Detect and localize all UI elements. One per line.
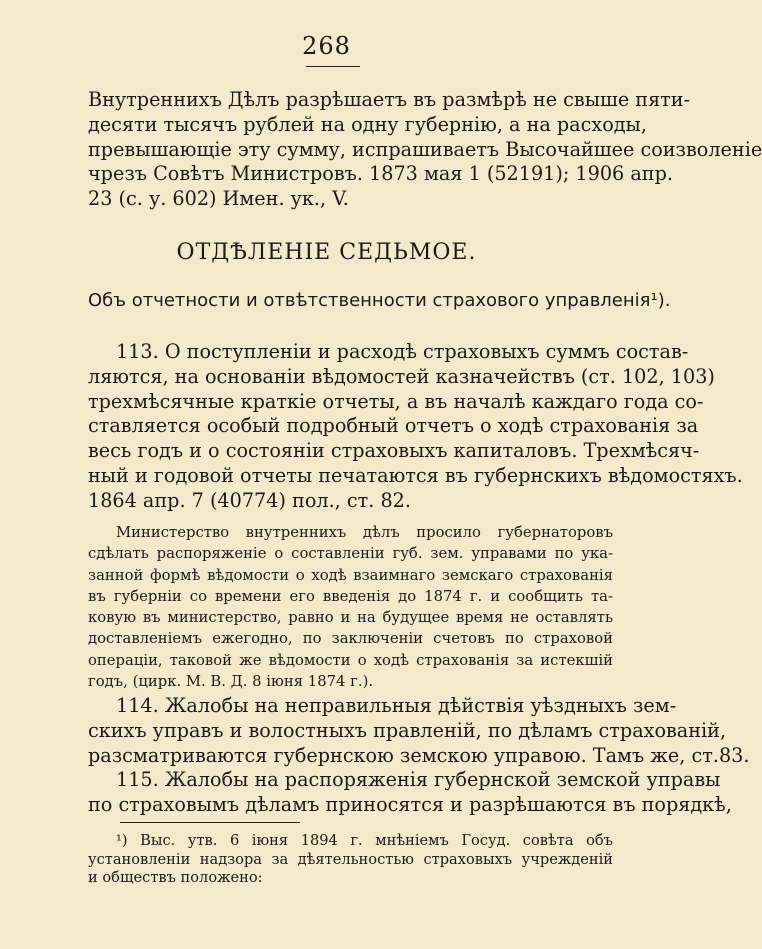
- text-line: трехмѣсячные краткіе отчеты, а въ началѣ каждаго года со-: [88, 389, 704, 413]
- text-line: скихъ управъ и волостныхъ правленій, по дѣламъ страхованій,: [88, 718, 727, 742]
- footnote-divider: [120, 822, 300, 823]
- text-line: Министерство внутреннихъ дѣлъ просило губернаторовъ: [116, 524, 613, 541]
- text-line: въ губерніи со времени его введенія до 1874 г. и сообщить та-: [88, 587, 613, 605]
- page-number: 268: [302, 32, 351, 60]
- section-title: ОТДѢЛЕНІЕ СЕДЬМОЕ.: [176, 240, 477, 265]
- footnote: [88, 832, 613, 888]
- text-line: 114. Жалобы на неправильныя дѣйствія уѣздныхъ зем-: [116, 694, 677, 717]
- text-line: 115. Жалобы на распоряженія губернской земской управы: [116, 768, 721, 792]
- text-line: установленіи надзора за дѣятельностью страховыхъ учрежденій: [88, 850, 613, 868]
- text-line: 113. О поступленіи и расходѣ страховыхъ суммъ состав-: [116, 340, 689, 363]
- text-line: ковую въ министерство, равно и на будущее время не оставлять: [88, 609, 613, 627]
- text-line: разсматриваются губернскою земскою управою. Тамъ же, ст.83.: [88, 743, 750, 767]
- text-line: превышающіе эту сумму, испрашиваетъ Высочайшее соизволеніе: [88, 137, 762, 161]
- intro-paragraph: [88, 88, 762, 212]
- article-113: [88, 340, 743, 514]
- text-line: сдѣлать распоряженіе о составленіи губ. зем. управами по ука-: [88, 545, 613, 563]
- text-line: десяти тысячъ рублей на одну губернію, а на расходы,: [88, 112, 647, 136]
- articles-114-115: [88, 694, 750, 818]
- text-line: весь годъ и о состояніи страховыхъ капиталовъ. Трехмѣсяч-: [88, 439, 700, 463]
- text-line: занной формѣ вѣдомости о ходѣ взаимнаго земскаго страхованія: [88, 566, 613, 584]
- text-line: чрезъ Совѣтъ Министровъ. 1873 мая 1 (52191); 1906 апр.: [88, 162, 673, 186]
- text-line: 23 (с. у. 602) Имен. ук., V.: [88, 187, 349, 211]
- page-number-rule: [306, 66, 360, 67]
- text-line: ляются, на основаніи вѣдомостей казначействъ (ст. 102, 103): [88, 364, 715, 388]
- text-line: доставленіемъ ежегодно, по заключеніи счетовъ по страховой: [88, 630, 613, 648]
- text-line: Внутреннихъ Дѣлъ разрѣшаетъ въ размѣрѣ не свыше пяти-: [88, 88, 691, 111]
- text-line: ¹) Выс. утв. 6 іюня 1894 г. мнѣніемъ Госуд. совѣта объ: [116, 832, 613, 849]
- ministry-note: [88, 522, 613, 692]
- text-line: и обществъ положено:: [88, 869, 263, 886]
- text-line: 1864 апр. 7 (40774) пол., ст. 82.: [88, 488, 411, 512]
- text-line: по страховымъ дѣламъ приносятся и разрѣшаются въ порядкѣ,: [88, 793, 732, 817]
- text-line: ный и годовой отчеты печатаются въ губернскихъ вѣдомостяхъ.: [88, 463, 743, 487]
- section-subtitle: Объ отчетности и отвѣтственности страхового управленія¹).: [88, 290, 671, 311]
- text-line: годъ, (цирк. М. В. Д. 8 іюня 1874 г.).: [88, 673, 374, 691]
- text-line: ставляется особый подробный отчетъ о ходѣ страхованія за: [88, 414, 699, 438]
- text-line: операціи, таковой же вѣдомости о ходѣ страхованія за истекшій: [88, 651, 613, 669]
